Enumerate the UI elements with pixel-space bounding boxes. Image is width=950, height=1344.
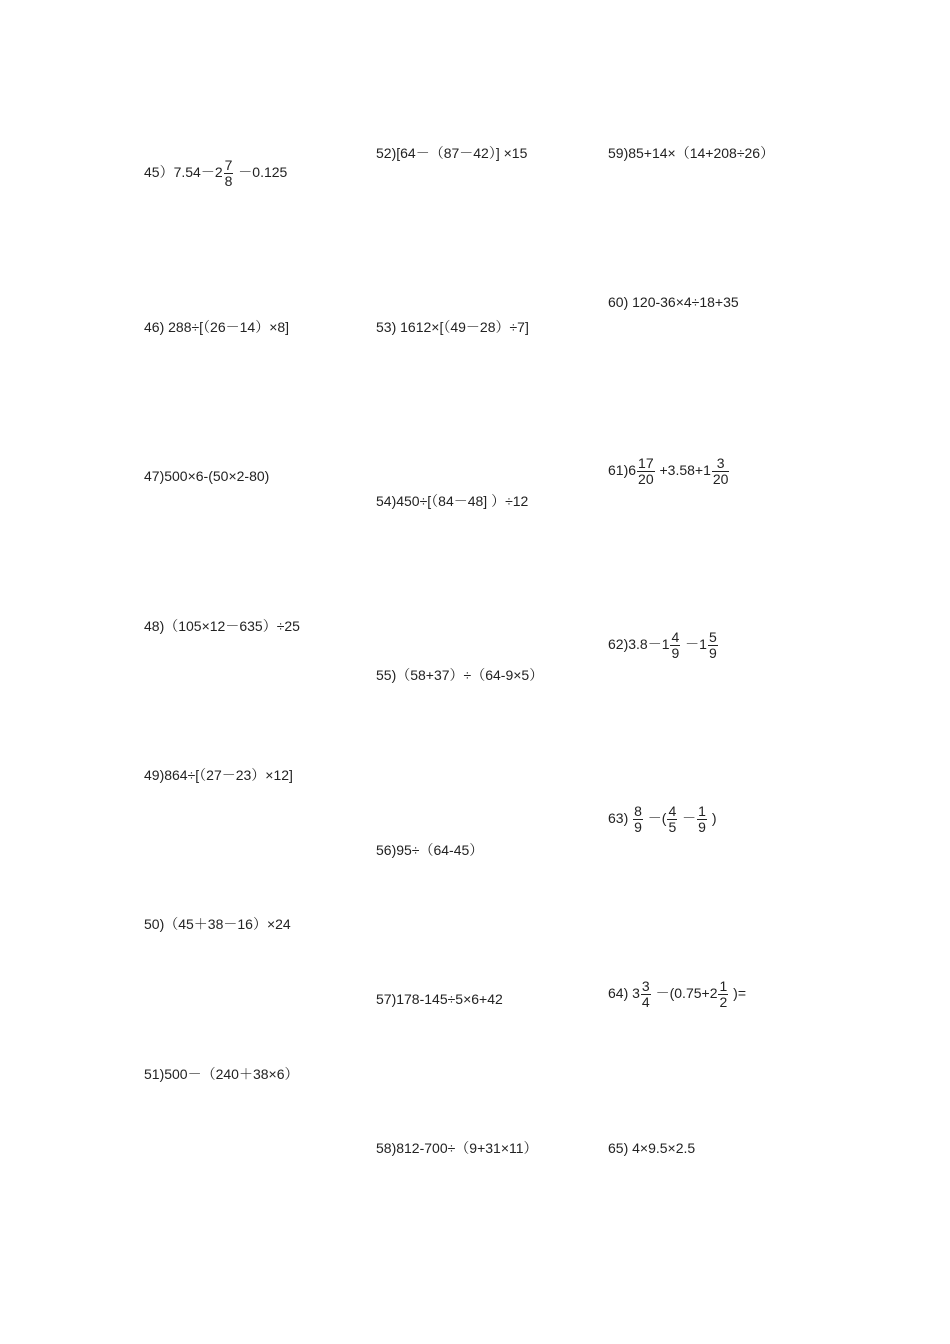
problem-45: 45）7.54－2 $\frac{7}{8}$ －0.125: [144, 157, 288, 189]
problem-64: 64) 3 $\frac{3}{4}$ －(0.75+2 $\frac{1}{2}$ )=: [608, 978, 747, 1010]
problem-49: 49)864÷[（27－23）×12]: [144, 767, 293, 783]
problem-62: 62)3.8－1 $\frac{4}{9}$ －1 $\frac{5}{9}$: [608, 629, 717, 661]
problem-65: 65) 4×9.5×2.5: [608, 1140, 696, 1156]
problem-60: 60) 120-36×4÷18+35: [608, 294, 739, 310]
problem-50: 50)（45＋38－16）×24: [144, 916, 291, 932]
problem-59: 59)85+14×（14+208÷26）: [608, 145, 775, 161]
problem-47: 47)500×6-(50×2-80): [144, 468, 270, 484]
fraction: $\frac{17}{20}$: [638, 455, 654, 487]
problem-57: 57)178-145÷5×6+42: [376, 991, 503, 1007]
problem-55: 55)（58+37）÷（64-9×5）: [376, 667, 544, 683]
problem-63: 63) $\frac{8}{9}$ －( $\frac{4}{5}$ － $\frac{1}{9}$ ): [608, 803, 717, 835]
problem-61: 61)6 $\frac{17}{20}$ +3.58+1 $\frac{3}{20}$: [608, 455, 729, 487]
problem-51: 51)500－（240＋38×6）: [144, 1066, 299, 1082]
problem-52: 52)[64－（87－42）] ×15: [376, 145, 528, 161]
fraction: $\frac{4}{5}$: [668, 803, 677, 835]
fraction: $\frac{8}{9}$: [634, 803, 642, 835]
fraction: $\frac{7}{8}$: [224, 157, 233, 189]
problem-56: 56)95÷（64-45）: [376, 842, 484, 858]
fraction: $\frac{3}{20}$: [712, 455, 729, 487]
problem-48: 48)（105×12－635）÷25: [144, 618, 300, 634]
fraction: $\frac{4}{9}$: [671, 629, 680, 661]
problem-53: 53) 1612×[（49－28）÷7]: [376, 319, 529, 335]
fraction: $\frac{5}{9}$: [708, 629, 717, 661]
problem-58: 58)812-700÷（9+31×11）: [376, 1140, 538, 1156]
problem-54: 54)450÷[（84－48] ）÷12: [376, 493, 529, 509]
fraction: $\frac{1}{9}$: [698, 803, 706, 835]
problem-46: 46) 288÷[（26－14）×8]: [144, 319, 290, 335]
fraction: $\frac{3}{4}$: [641, 978, 650, 1010]
fraction: $\frac{1}{2}$: [719, 978, 728, 1010]
